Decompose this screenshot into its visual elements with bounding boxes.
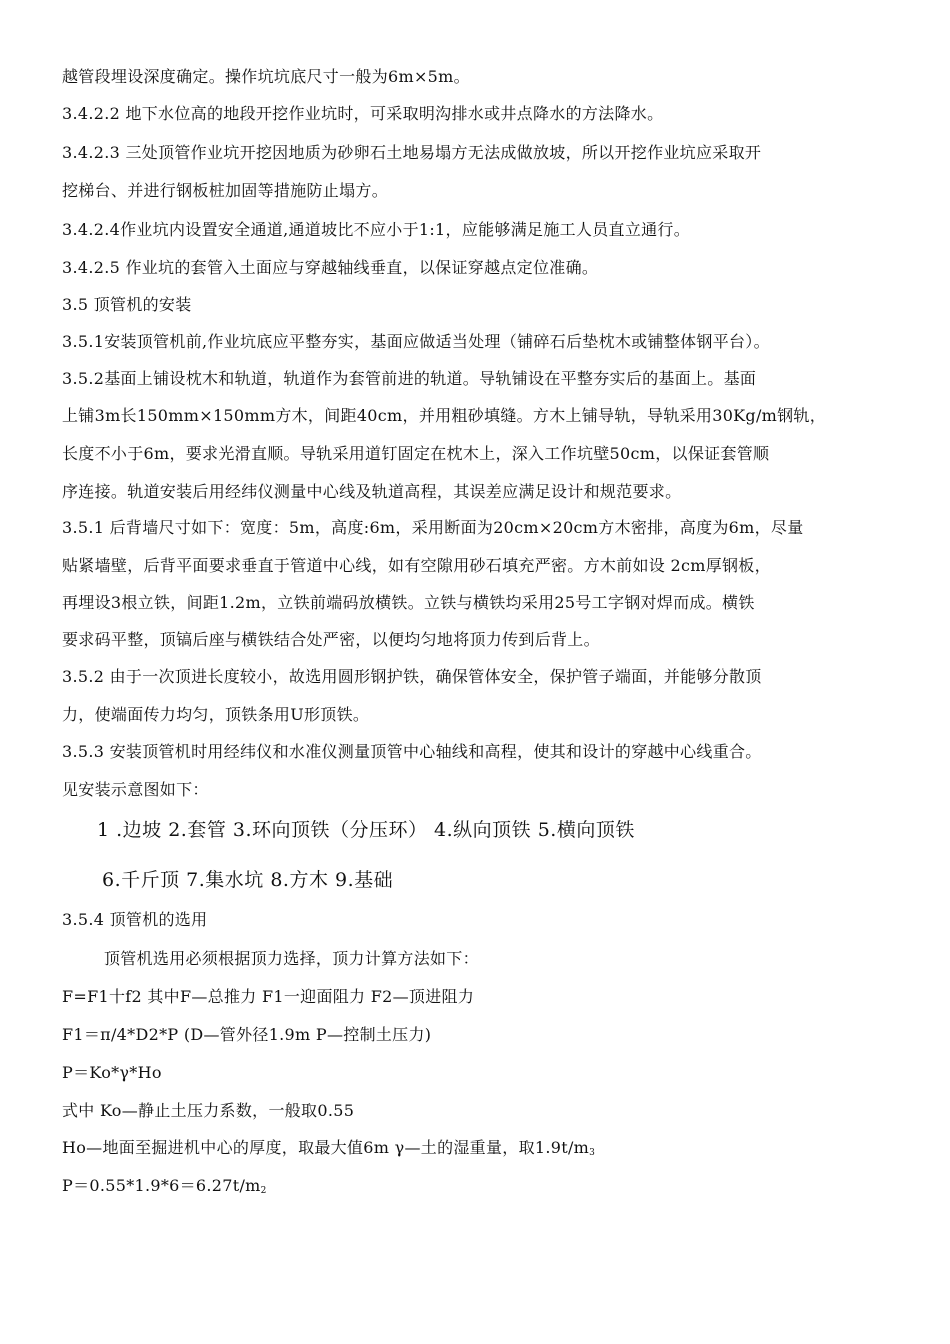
subscript: 2	[260, 1186, 267, 1196]
formula-line	[62, 1175, 267, 1202]
legend-line-2: 6.千斤顶 7.集水坑 8.方木 9.基础	[102, 869, 394, 891]
text-line: 3.5.2 由于一次顶进长度较小，故选用圆形钢护铁，确保管体安全，保护管子端面，并能够分散顶	[62, 667, 762, 686]
section-heading: 3.5.4 顶管机的选用	[62, 910, 208, 929]
text-line: 上铺3m长150mm×150mm方木，间距40cm，并用粗砂填缝。方木上铺导轨，导轨采用30Kg/m钢轨，	[62, 406, 827, 425]
text-line: 3.4.2.4作业坑内设置安全通道,通道坡比不应小于1:1，应能够满足施工人员直立通行。	[62, 220, 691, 239]
text-line: 再埋设3根立铁，间距1.2m，立铁前端码放横铁。立铁与横铁均采用25号工字钢对焊而成。横铁	[62, 593, 755, 612]
section-heading: 3.5 顶管机的安装	[62, 295, 192, 314]
text-line: 长度不小于6m，要求光滑直顺。导轨采用道钉固定在枕木上，深入工作坑壁50cm，以保证套管顺	[62, 444, 770, 463]
text-line: 顶管机选用必须根据顶力选择，顶力计算方法如下：	[104, 949, 479, 968]
text-line: 3.5.2基面上铺设枕木和轨道，轨道作为套管前进的轨道。导轨铺设在平整夯实后的基面上。基面	[62, 369, 757, 388]
formula-line: F=F1十f2 其中F—总推力 F1一迎面阻力 F2—顶进阻力	[62, 987, 475, 1006]
text-line: 3.5.1 后背墙尺寸如下：宽度：5m，高度:6m，采用断面为20cm×20cm方木密排，高度为6m，尽量	[62, 518, 804, 537]
text-line: 越管段埋设深度确定。操作坑坑底尺寸一般为6m×5m。	[62, 67, 470, 86]
legend-line-1: 1 .边坡 2.套管 3.环向顶铁（分压环） 4.纵向顶铁 5.横向顶铁	[97, 819, 635, 841]
text-line: 力，使端面传力均匀，顶铁条用U形顶铁。	[62, 705, 370, 724]
formula-body: P＝0.55*1.9*6＝6.27t/m	[62, 1176, 261, 1195]
formula-line: F1＝π/4*D2*P (D—管外径1.9m P—控制土压力)	[62, 1025, 432, 1044]
text-line	[62, 1137, 595, 1164]
formula-line: P＝Ko*γ*Ho	[62, 1063, 162, 1082]
text-line: 序连接。轨道安装后用经纬仪测量中心线及轨道高程，其误差应满足设计和规范要求。	[62, 482, 682, 501]
subscript: 3	[589, 1148, 596, 1158]
text-line: 3.4.2.5 作业坑的套管入土面应与穿越轴线垂直，以保证穿越点定位准确。	[62, 258, 599, 277]
text-line: 见安装示意图如下：	[62, 780, 209, 799]
text-line-body: Ho—地面至掘进机中心的厚度，取最大值6m γ—土的湿重量，取1.9t/m	[62, 1138, 590, 1157]
text-line: 贴紧墙壁，后背平面要求垂直于管道中心线，如有空隙用砂石填充严密。方木前如设 2cm厚钢板，	[62, 556, 771, 575]
text-line: 式中 Ko—静止土压力系数，一般取0.55	[62, 1101, 355, 1120]
text-line: 3.5.3 安装顶管机时用经纬仪和水准仪测量顶管中心轴线和高程，使其和设计的穿越中心线重合。	[62, 742, 762, 761]
text-line: 挖梯台、并进行钢板桩加固等措施防止塌方。	[62, 181, 389, 200]
text-line: 要求码平整，顶镐后座与横铁结合处严密，以便均匀地将顶力传到后背上。	[62, 630, 600, 649]
text-line: 3.4.2.2 地下水位高的地段开挖作业坑时，可采取明沟排水或井点降水的方法降水。	[62, 104, 664, 123]
text-line: 3.4.2.3 三处顶管作业坑开挖因地质为砂卵石土地易塌方无法成做放坡，所以开挖作业坑应采取开	[62, 143, 762, 162]
text-line: 3.5.1安装顶管机前,作业坑底应平整夯实，基面应做适当处理（铺碎石后垫枕木或铺整体钢平台）。	[62, 332, 770, 351]
